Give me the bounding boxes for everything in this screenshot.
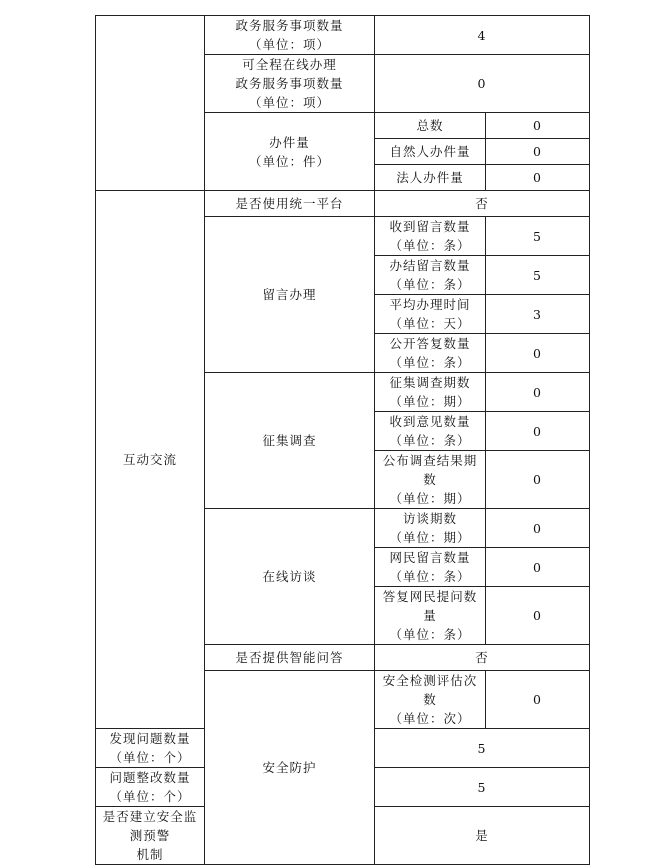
item-value: 0 <box>486 373 590 412</box>
item-value: 3 <box>486 295 590 334</box>
group-title: 在线访谈 <box>205 509 375 645</box>
item-label: 办结留言数量 （单位：条） <box>375 256 486 295</box>
row-label: 可全程在线办理 政务服务事项数量 （单位：项） <box>205 55 375 113</box>
item-label: 公开答复数量 （单位：条） <box>375 334 486 373</box>
item-label: 收到留言数量 （单位：条） <box>375 217 486 256</box>
row-label: 是否建立安全监测预警 机制 <box>96 807 205 865</box>
item-label: 网民留言数量 （单位：条） <box>375 548 486 587</box>
item-value: 0 <box>486 509 590 548</box>
item-value: 0 <box>486 334 590 373</box>
statistics-table <box>95 15 590 865</box>
sub-value: 0 <box>486 139 590 165</box>
item-label: 答复网民提问数量 （单位：条） <box>375 587 486 645</box>
item-value: 5 <box>486 217 590 256</box>
item-value: 0 <box>486 451 590 509</box>
row-value: 0 <box>486 671 590 729</box>
row-value: 0 <box>375 55 590 113</box>
row-value: 否 <box>375 191 590 217</box>
row-label: 是否提供智能问答 <box>205 645 375 671</box>
sub-label: 法人办件量 <box>375 165 486 191</box>
row-value: 是 <box>375 807 590 865</box>
section-cell-empty <box>96 16 205 191</box>
item-label: 公布调查结果期数 （单位：期） <box>375 451 486 509</box>
item-label: 访谈期数 （单位：期） <box>375 509 486 548</box>
row-value: 5 <box>375 729 590 768</box>
row-label: 发现问题数量 （单位：个） <box>96 729 205 768</box>
sub-value: 0 <box>486 113 590 139</box>
row-label: 政务服务事项数量 （单位：项） <box>205 16 375 55</box>
row-label: 安全检测评估次数 （单位：次） <box>375 671 486 729</box>
item-value: 0 <box>486 548 590 587</box>
sub-label: 自然人办件量 <box>375 139 486 165</box>
sub-value: 0 <box>486 165 590 191</box>
row-value: 4 <box>375 16 590 55</box>
row-label: 是否使用统一平台 <box>205 191 375 217</box>
row-label: 问题整改数量 （单位：个） <box>96 768 205 807</box>
group-title: 征集调查 <box>205 373 375 509</box>
group-title: 留言办理 <box>205 217 375 373</box>
row-value: 否 <box>375 645 590 671</box>
item-value: 5 <box>486 256 590 295</box>
item-value: 0 <box>486 587 590 645</box>
item-label: 平均办理时间 （单位：天） <box>375 295 486 334</box>
row-value: 5 <box>375 768 590 807</box>
section-title-interaction: 互动交流 <box>96 191 205 729</box>
item-value: 0 <box>486 412 590 451</box>
item-label: 征集调查期数 （单位：期） <box>375 373 486 412</box>
section-title-security: 安全防护 <box>205 671 375 865</box>
volume-label: 办件量 （单位：件） <box>205 113 375 191</box>
item-label: 收到意见数量 （单位：条） <box>375 412 486 451</box>
sub-label: 总数 <box>375 113 486 139</box>
